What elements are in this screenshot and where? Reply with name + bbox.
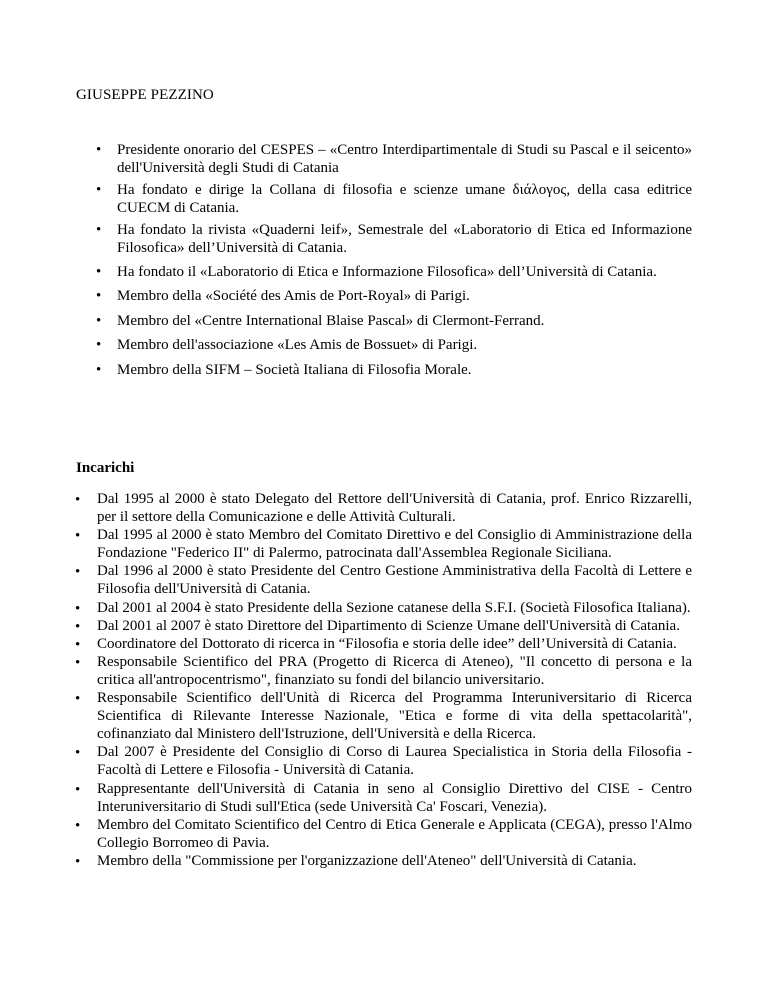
bullet-icon: •: [75, 654, 81, 671]
bullet-icon: •: [96, 182, 102, 198]
list-item: [0, 653, 692, 689]
incarico-text: Dal 2001 al 2007 è stato Direttore del Dipartimento di Scienze Umane dell'Università di Catania.: [97, 617, 680, 634]
list-item: [0, 743, 692, 779]
list-item: [0, 562, 692, 598]
list-item: [0, 816, 692, 852]
bullet-icon: •: [96, 313, 102, 329]
incarico-text: Responsabile Scientifico del PRA (Progetto di Ricerca di Ateneo), "Il concetto di persona e la critica all'antropocentrismo", finanziato su fondi del bilancio universitario.: [97, 653, 692, 688]
bullet-icon: •: [75, 817, 81, 834]
incarico-text: Membro della "Commissione per l'organizzazione dell'Ateneo" dell'Università di Catania.: [97, 852, 637, 869]
affiliation-text: Ha fondato la rivista «Quaderni leif», Semestrale del «Laboratorio di Etica ed Informazione Filosofica» dell’Università di Catania.: [117, 222, 692, 256]
bullet-icon: •: [96, 337, 102, 353]
list-item: [0, 780, 692, 816]
bullet-icon: •: [75, 564, 81, 581]
incarico-text: Dal 2007 è Presidente del Consiglio di Corso di Laurea Specialistica in Storia della Filosofia - Facoltà di Lettere e Filosofia - Università di Catania.: [97, 744, 692, 779]
bullet-icon: •: [96, 288, 102, 304]
affiliation-text: Membro dell'associazione «Les Amis de Bossuet» di Parigi.: [117, 337, 478, 353]
affiliation-text: Ha fondato e dirige la Collana di filosofia e scienze umane διάλογος, della casa editrice CUECM di Catania.: [117, 182, 692, 216]
affiliation-text: Membro della «Société des Amis de Port-Royal» di Parigi.: [117, 288, 470, 304]
bullet-icon: •: [75, 691, 81, 708]
list-item: [0, 599, 692, 617]
bullet-icon: •: [75, 600, 81, 617]
incarico-text: Membro del Comitato Scientifico del Centro di Etica Generale e Applicata (CEGA), presso l'Almo Collegio Borromeo di Pavia.: [97, 816, 692, 851]
list-item: [0, 490, 692, 526]
list-item: [0, 635, 692, 653]
bullet-icon: •: [75, 745, 81, 762]
bullet-icon: •: [96, 142, 102, 158]
affiliation-text: Membro della SIFM – Società Italiana di Filosofia Morale.: [117, 362, 472, 378]
bullet-icon: •: [75, 618, 81, 635]
bullet-icon: •: [96, 264, 102, 280]
list-item: [0, 526, 692, 562]
bullet-icon: •: [75, 528, 81, 545]
list-item: [0, 852, 692, 870]
bullet-icon: •: [75, 853, 81, 870]
incarichi-list: [0, 490, 768, 870]
incarico-text: Responsabile Scientifico dell'Unità di Ricerca del Programma Interuniversitario di Ricerca Scientifica di Rilevante Interesse Nazionale, "Etica e forme di vita della spettacolarità", cofinanziato dal Ministero dell'Istruzione, dell'Università e della Ricerca.: [97, 690, 692, 743]
affiliation-text: Membro del «Centre International Blaise Pascal» di Clermont-Ferrand.: [117, 313, 545, 329]
bullet-icon: •: [96, 222, 102, 238]
incarico-text: Rappresentante dell'Università di Catania in seno al Consiglio Direttivo del CISE - Centro Interuniversitario di Studi sull'Etica (sede Università Ca' Foscari, Venezia).: [97, 780, 692, 815]
bullet-icon: •: [75, 492, 81, 508]
affiliation-text: Ha fondato il «Laboratorio di Etica e Informazione Filosofica» dell’Università di Catania.: [117, 264, 657, 280]
incarico-text: Dal 1996 al 2000 è stato Presidente del Centro Gestione Amministrativa della Facoltà di Lettere e Filosofia dell'Università di Catania.: [97, 563, 692, 598]
incarico-text: Dal 1995 al 2000 è stato Membro del Comitato Direttivo e del Consiglio di Amministrazione della Fondazione "Federico II" di Palermo, patrocinata dall'Assemblea Regionale Siciliana.: [97, 527, 692, 562]
author-name: GIUSEPPE PEZZINO: [76, 87, 214, 103]
incarico-text: Coordinatore del Dottorato di ricerca in “Filosofia e storia delle idee” dell’Università di Catania.: [97, 635, 677, 652]
section-title: Incarichi: [76, 460, 135, 476]
list-item: [0, 617, 692, 635]
incarico-text: Dal 1995 al 2000 è stato Delegato del Rettore dell'Università di Catania, prof. Enrico Rizzarelli, per il settore della Comunicazione e delle Attività Culturali.: [97, 491, 692, 526]
affiliation-text: Presidente onorario del CESPES – «Centro Interdipartimentale di Studi su Pascal e il seicento» dell'Università degli Studi di Catania: [117, 142, 692, 176]
bullet-icon: •: [75, 636, 81, 653]
list-item: [0, 689, 692, 743]
bullet-icon: •: [96, 362, 102, 378]
incarico-text: Dal 2001 al 2004 è stato Presidente della Sezione catanese della S.F.I. (Società Filosofica Italiana).: [97, 599, 691, 616]
bullet-icon: •: [75, 781, 81, 798]
